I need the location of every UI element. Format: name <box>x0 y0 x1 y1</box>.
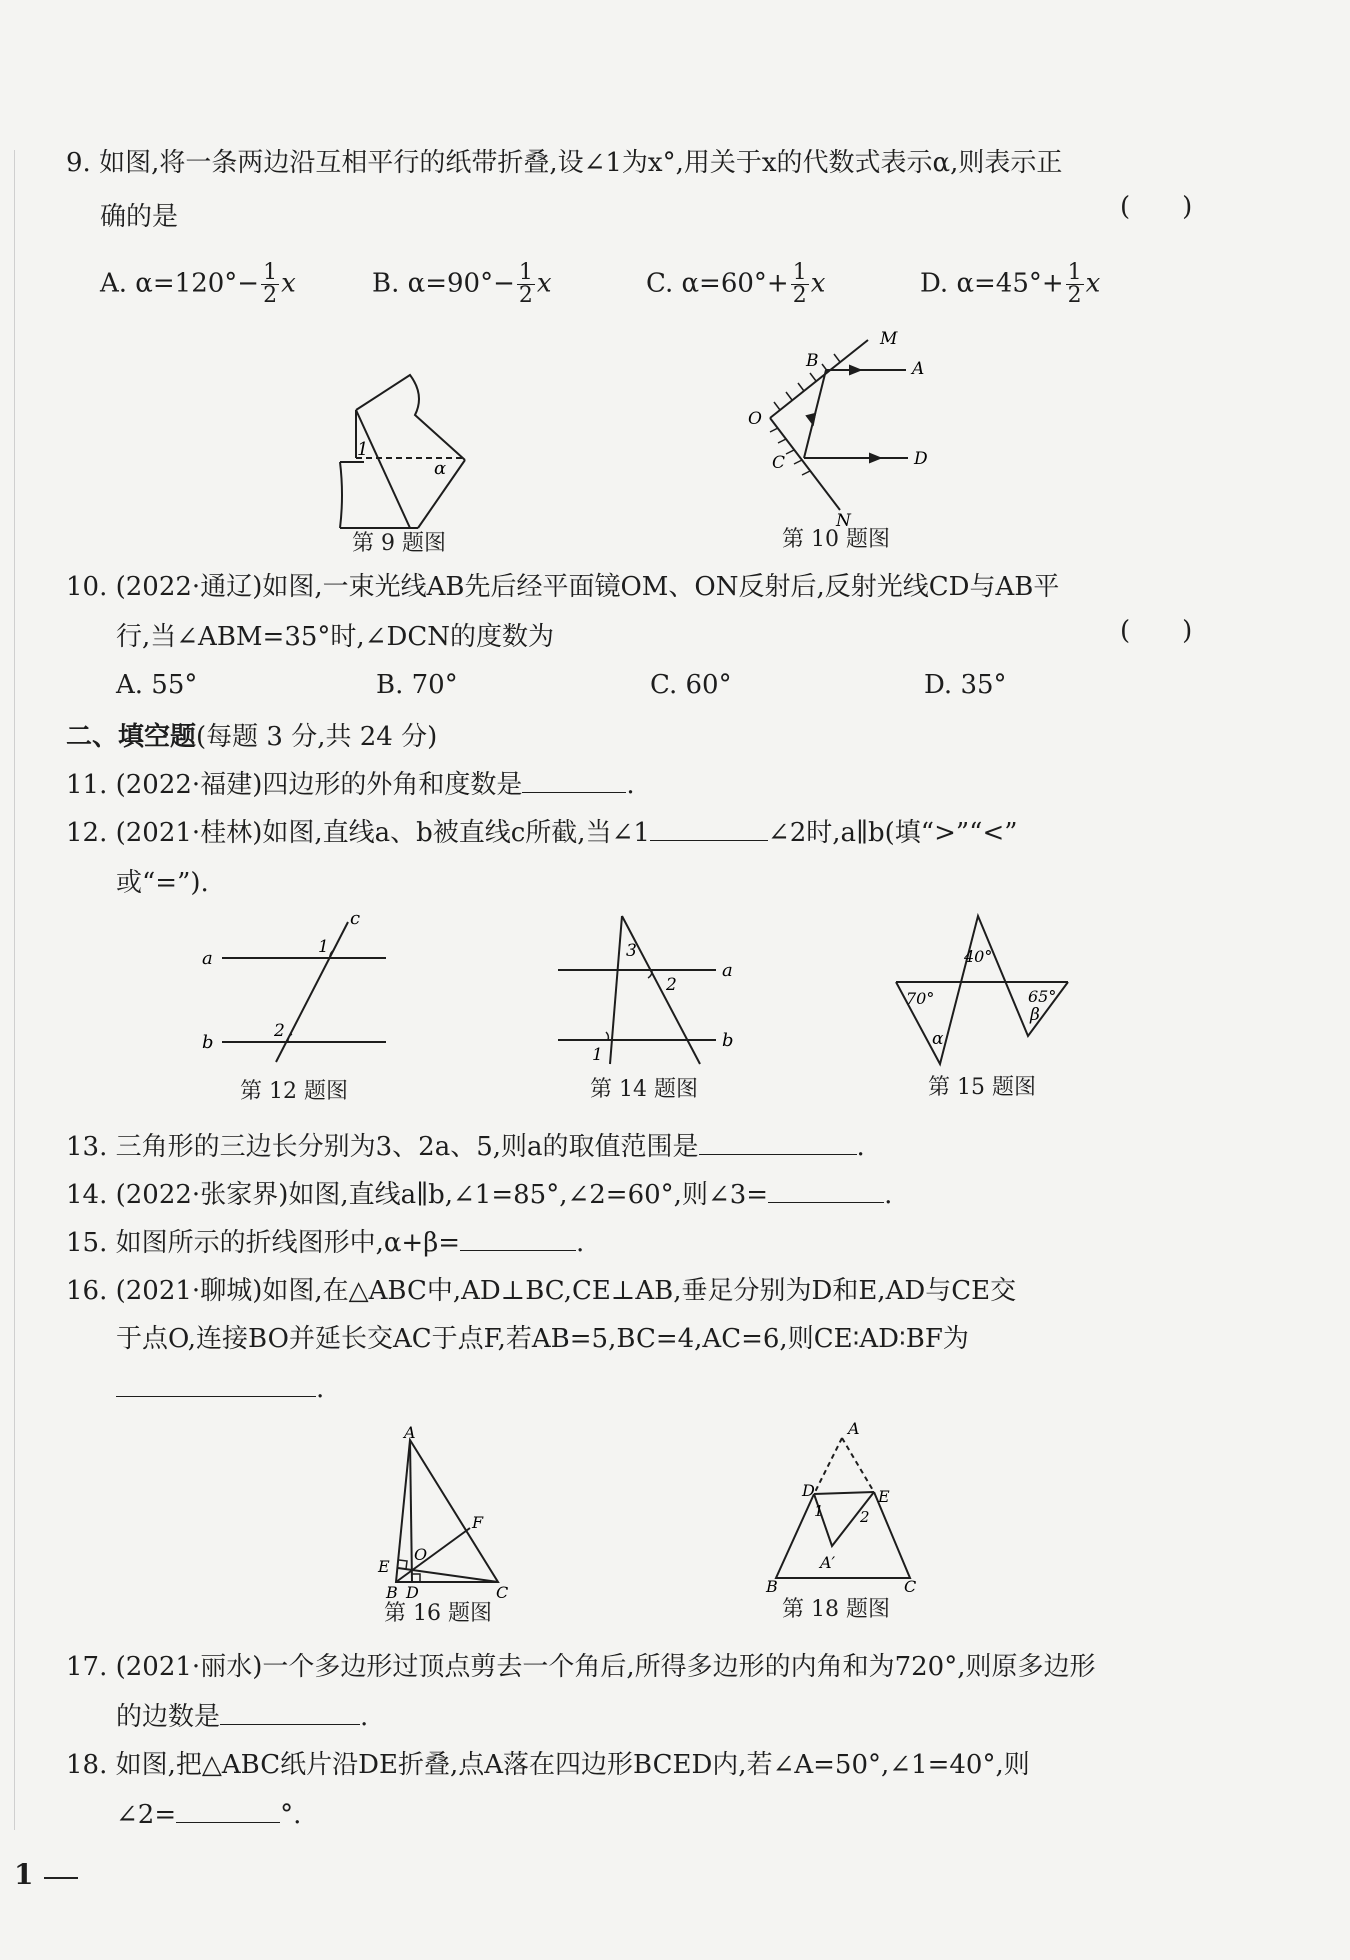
q12-line2: 或“=”). <box>116 868 209 898</box>
fig9-label-alpha: α <box>434 458 447 479</box>
figure-10 <box>740 330 940 530</box>
figure-15 <box>892 910 1092 1060</box>
fig14-caption: 第 14 题图 <box>590 1077 698 1102</box>
frac-num: 1 <box>263 260 278 285</box>
fig15-label-beta: β <box>1030 1005 1040 1025</box>
fig10-label-A: A <box>912 359 925 379</box>
q9-answer-paren: ( ) <box>1120 192 1193 222</box>
frac-den: 2 <box>792 283 807 308</box>
q14-answer-blank[interactable] <box>768 1178 884 1203</box>
q11 <box>66 768 635 802</box>
q9-option-a-prefix: A. α=120°− <box>100 268 260 299</box>
q16-line2: 于点O,连接BO并延长交AC于点F,若AB=5,BC=4,AC=6,则CE∶AD∶BF为 <box>116 1324 969 1354</box>
figure-18 <box>762 1418 922 1596</box>
q13-text: 13. 三角形的三边长分别为3、2a、5,则a的取值范围是 <box>66 1132 699 1162</box>
fig18-label-D: D <box>802 1481 815 1500</box>
q15 <box>66 1226 584 1260</box>
q9-option-b <box>372 262 552 307</box>
q16-answer-blank[interactable] <box>116 1372 316 1397</box>
section-2-heading: 二、填空题 <box>66 722 197 752</box>
fig18-label-2: 2 <box>860 1508 870 1526</box>
q12-line1 <box>66 816 1018 850</box>
q17-text: 的边数是 <box>116 1702 221 1732</box>
q13-answer-blank[interactable] <box>699 1130 857 1155</box>
fig18-label-Aprime: A′ <box>820 1553 836 1572</box>
fraction <box>791 262 809 307</box>
q15-answer-blank[interactable] <box>460 1226 576 1251</box>
q10-option-d: D. 35° <box>924 670 1007 700</box>
footer-rule <box>44 1877 78 1879</box>
q18-answer-blank[interactable] <box>176 1798 280 1823</box>
fig14-label-b: b <box>722 1030 734 1051</box>
q10-option-a: A. 55° <box>116 670 198 700</box>
q15-text: 15. 如图所示的折线图形中,α+β= <box>66 1228 461 1258</box>
fig14-label-a: a <box>722 960 733 981</box>
q14-end: . <box>884 1180 893 1210</box>
q16-end: . <box>316 1374 325 1404</box>
q17-line2 <box>116 1700 368 1734</box>
q16-line1: 16. (2021·聊城)如图,在△ABC中,AD⊥BC,CE⊥AB,垂足分别为D和E,AD与CE交 <box>66 1276 1017 1306</box>
fig18-label-C: C <box>904 1577 917 1596</box>
frac-num: 1 <box>518 260 533 285</box>
q18-line1: 18. 如图,把△ABC纸片沿DE折叠,点A落在四边形BCED内,若∠A=50°,∠1=40°,则 <box>66 1750 1030 1780</box>
fig10-caption: 第 10 题图 <box>782 527 890 552</box>
fig10-label-B: B <box>806 351 819 371</box>
fig15-label-40: 40° <box>964 947 993 966</box>
fig9-caption: 第 9 题图 <box>352 531 446 556</box>
fig14-label-2: 2 <box>666 975 677 995</box>
frac-num: 1 <box>1067 260 1082 285</box>
q18-end: °. <box>280 1800 302 1830</box>
fig12-label-b: b <box>202 1032 214 1053</box>
q18-text: ∠2= <box>116 1800 177 1830</box>
fig10-label-D: D <box>914 449 928 469</box>
q9-option-c-var: x <box>810 268 826 299</box>
q12-text-suffix: ∠2时,a∥b(填“>”“<” <box>767 818 1018 848</box>
fig12-label-1: 1 <box>318 937 329 957</box>
q11-end: . <box>626 770 635 800</box>
q9-option-b-prefix: B. α=90°− <box>372 268 515 299</box>
q14 <box>66 1178 892 1212</box>
q11-answer-blank[interactable] <box>522 768 626 793</box>
fig12-label-2: 2 <box>274 1021 285 1041</box>
frac-den: 2 <box>263 283 278 308</box>
fig10-label-N: N <box>836 511 851 531</box>
q10-option-b: B. 70° <box>376 670 458 700</box>
fig18-caption: 第 18 题图 <box>782 1597 890 1622</box>
q11-text: 11. (2022·福建)四边形的外角和度数是 <box>66 770 523 800</box>
q9-option-c <box>646 262 825 307</box>
q9-option-a <box>100 262 296 307</box>
q15-end: . <box>576 1228 585 1258</box>
q14-text: 14. (2022·张家界)如图,直线a∥b,∠1=85°,∠2=60°,则∠3= <box>66 1180 769 1210</box>
fig16-label-C: C <box>496 1583 509 1602</box>
q10-line1: 10. (2022·通辽)如图,一束光线AB先后经平面镜OM、ON反射后,反射光线CD与AB平 <box>66 572 1060 602</box>
fraction <box>261 262 279 307</box>
q9-option-d <box>920 262 1100 307</box>
q17-answer-blank[interactable] <box>220 1700 360 1725</box>
fig15-caption: 第 15 题图 <box>928 1075 1036 1100</box>
fig16-label-F: F <box>472 1513 484 1532</box>
figure-14 <box>550 910 750 1070</box>
q12-text-prefix: 12. (2021·桂林)如图,直线a、b被直线c所截,当∠1 <box>66 818 650 848</box>
fig15-label-65: 65° <box>1028 987 1057 1006</box>
q13 <box>66 1130 865 1164</box>
fig18-label-A: A <box>848 1419 860 1438</box>
figure-12 <box>200 908 400 1072</box>
q9-option-d-var: x <box>1085 268 1101 299</box>
fig14-label-1: 1 <box>592 1045 603 1065</box>
fig12-label-c: c <box>350 908 361 929</box>
fig12-label-a: a <box>202 948 213 969</box>
fig16-label-B: B <box>386 1583 398 1602</box>
q9-line2: 确的是 <box>100 202 179 232</box>
fig16-label-D: D <box>406 1583 419 1602</box>
figure-9 <box>330 370 470 540</box>
q10-line2: 行,当∠ABM=35°时,∠DCN的度数为 <box>116 622 554 652</box>
q18-line2 <box>116 1798 301 1832</box>
fig12-caption: 第 12 题图 <box>240 1079 348 1104</box>
q13-end: . <box>856 1132 865 1162</box>
fig10-label-O: O <box>748 409 762 429</box>
margin-rule <box>14 150 15 1830</box>
page-number: 1 <box>14 1858 34 1891</box>
q9-option-d-prefix: D. α=45°+ <box>920 268 1064 299</box>
fig10-label-M: M <box>880 329 898 349</box>
fig15-label-70: 70° <box>906 989 935 1008</box>
q9-option-c-prefix: C. α=60°+ <box>646 268 789 299</box>
fig15-label-alpha: α <box>932 1029 944 1049</box>
fig10-label-C: C <box>772 453 786 473</box>
fig18-label-1: 1 <box>814 1502 824 1520</box>
frac-num: 1 <box>792 260 807 285</box>
fig16-label-E: E <box>378 1557 390 1576</box>
section-2-title <box>66 720 437 754</box>
q17-end: . <box>360 1702 369 1732</box>
fig14-label-3: 3 <box>626 941 637 961</box>
fig18-label-B: B <box>766 1577 778 1596</box>
q9-option-a-var: x <box>281 268 296 299</box>
fig9-label-1: 1 <box>357 439 369 460</box>
frac-den: 2 <box>518 283 533 308</box>
fraction <box>517 262 535 307</box>
figure-16 <box>374 1423 514 1602</box>
q17-line1: 17. (2021·丽水)一个多边形过顶点剪去一个角后,所得多边形的内角和为720°,则原多边形 <box>66 1652 1096 1682</box>
q10-option-c: C. 60° <box>650 670 732 700</box>
fig16-caption: 第 16 题图 <box>384 1601 492 1626</box>
fraction <box>1066 262 1084 307</box>
fig16-label-A: A <box>404 1423 416 1442</box>
q12-answer-blank[interactable] <box>650 816 768 841</box>
q10-answer-paren: ( ) <box>1120 616 1193 646</box>
q16-line3 <box>116 1372 324 1406</box>
fig16-label-O: O <box>414 1545 428 1564</box>
q9-line1: 9. 如图,将一条两边沿互相平行的纸带折叠,设∠1为x°,用关于x的代数式表示α,则表示正 <box>66 148 1063 178</box>
section-2-note: (每题 3 分,共 24 分) <box>196 722 438 752</box>
fig18-label-E: E <box>878 1487 890 1506</box>
frac-den: 2 <box>1067 283 1082 308</box>
q9-option-b-var: x <box>536 268 552 299</box>
